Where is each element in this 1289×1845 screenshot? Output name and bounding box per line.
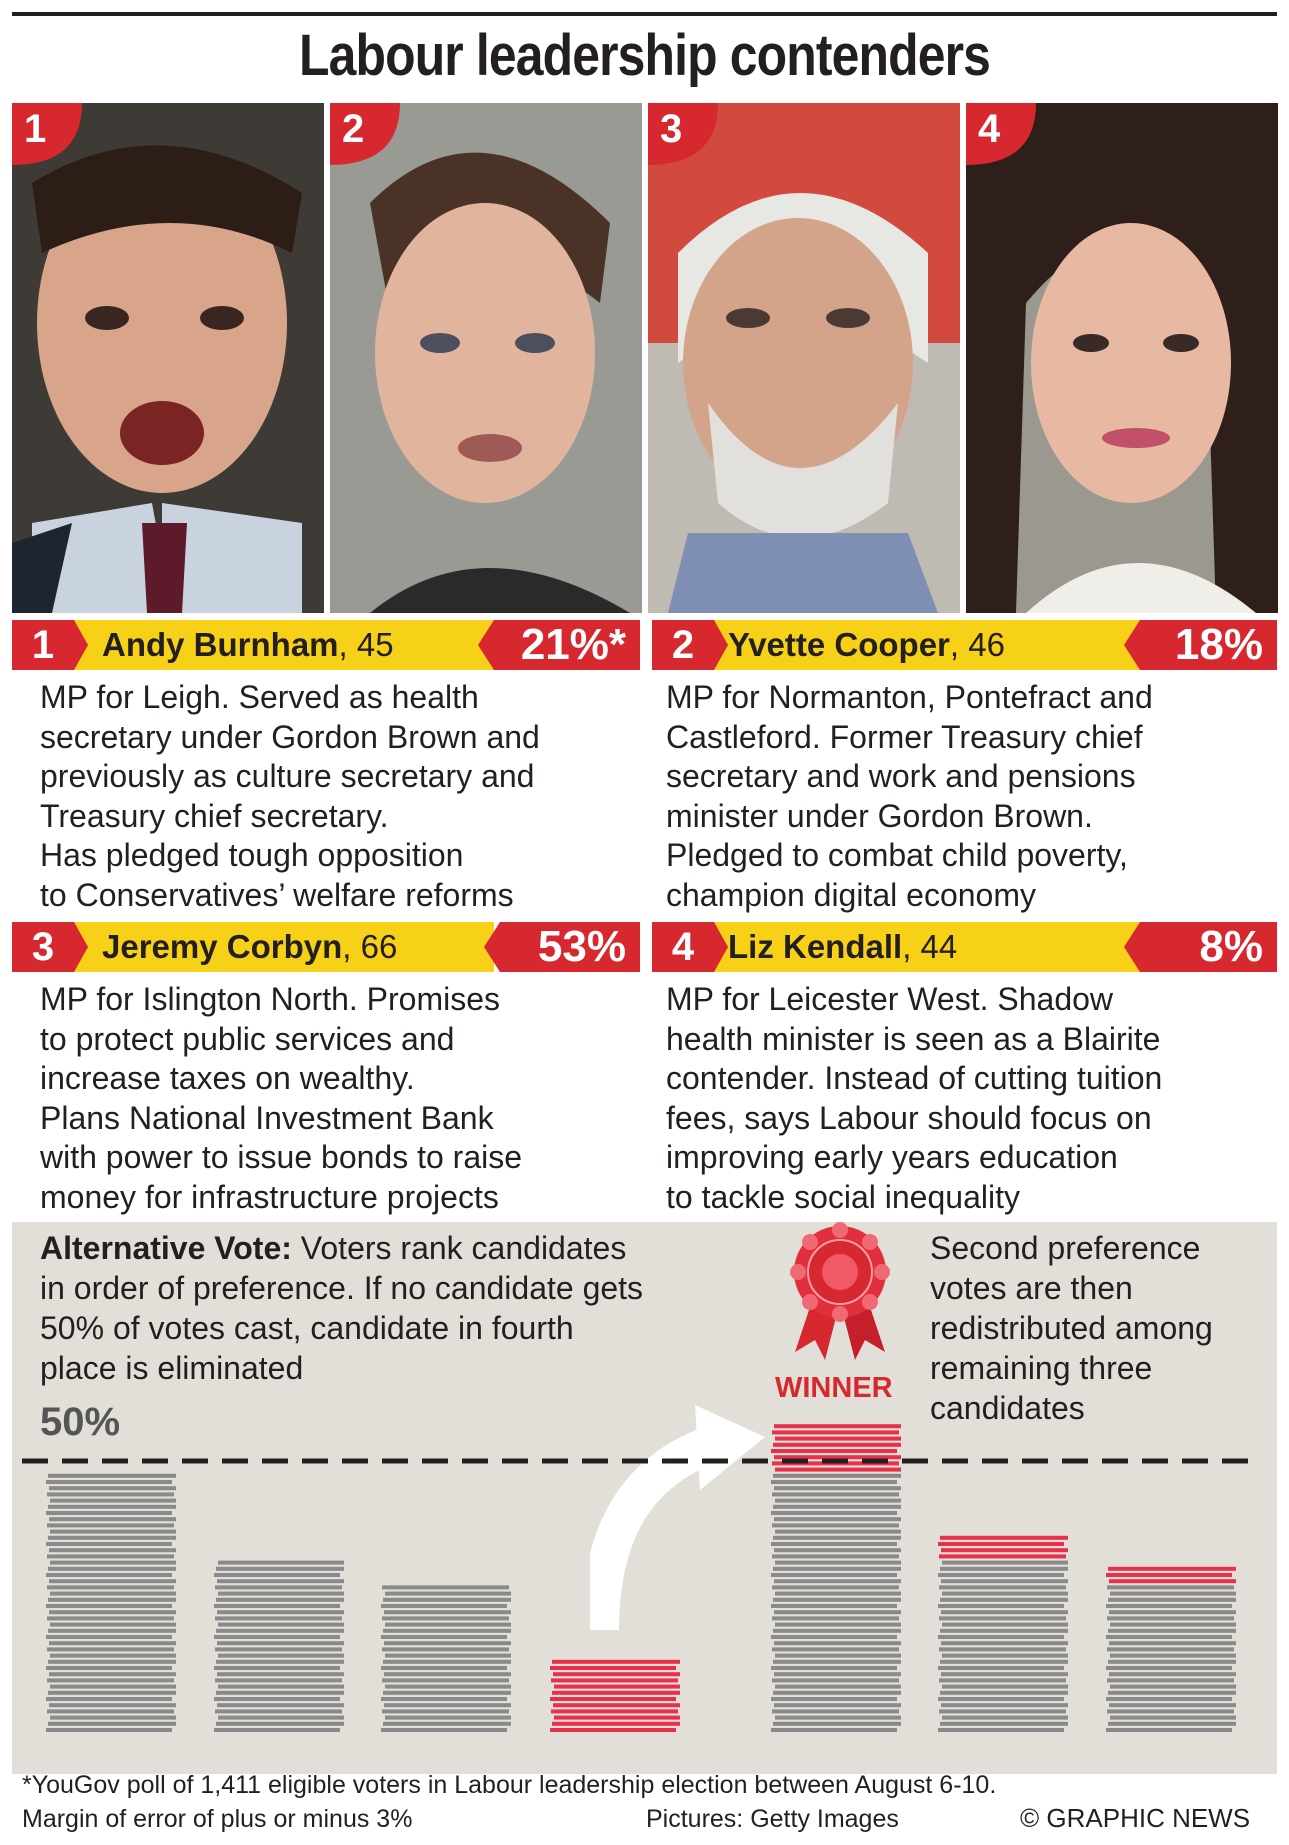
vote-line: [940, 1660, 1068, 1664]
candidate-name: Andy Burnham, 45: [102, 626, 394, 663]
candidate-name: Jeremy Corbyn, 66: [102, 928, 398, 965]
vote-line: [47, 1492, 174, 1496]
vote-line: [939, 1678, 1066, 1682]
vote-line: [49, 1517, 176, 1521]
vote-line: [1110, 1654, 1236, 1658]
vote-line: [773, 1660, 901, 1664]
redistributed-vote-line: [550, 1666, 676, 1670]
redistributed-vote-line: [553, 1672, 680, 1676]
vote-line: [1109, 1610, 1236, 1614]
vote-line: [385, 1685, 511, 1689]
vote-line: [773, 1629, 901, 1633]
redistributed-vote-line: [551, 1678, 678, 1682]
vote-line: [214, 1697, 340, 1701]
vote-line: [215, 1616, 342, 1620]
vote-line: [940, 1629, 1068, 1633]
poll-percent: 8%: [1140, 922, 1277, 972]
vote-line: [382, 1647, 509, 1651]
vote-line: [48, 1598, 176, 1602]
vote-line: [1106, 1604, 1232, 1608]
vote-line: [47, 1616, 174, 1620]
vote-line: [214, 1604, 340, 1608]
vote-line: [50, 1654, 176, 1658]
rank-badge: 1: [12, 103, 82, 165]
candidate-rank: 2: [652, 620, 714, 670]
vote-line: [48, 1722, 176, 1726]
vote-line: [938, 1697, 1064, 1701]
vote-line: [49, 1641, 176, 1645]
vote-line: [771, 1542, 897, 1546]
redistributed-vote-line: [552, 1691, 680, 1695]
vote-line: [942, 1561, 1068, 1565]
first-round-stack: [46, 1474, 176, 1732]
vote-line: [48, 1536, 176, 1540]
vote-line: [47, 1647, 174, 1651]
vote-line: [773, 1567, 901, 1571]
vote-line: [773, 1598, 901, 1602]
vote-line: [1110, 1716, 1236, 1720]
vote-line: [939, 1647, 1066, 1651]
vote-line: [385, 1716, 511, 1720]
vote-line: [214, 1728, 340, 1732]
vote-line: [381, 1728, 507, 1732]
vote-line: [1107, 1616, 1234, 1620]
vote-line: [940, 1598, 1068, 1602]
first-round-stack: [214, 1561, 344, 1732]
vote-line: [381, 1697, 507, 1701]
redistributed-vote-line: [774, 1424, 901, 1428]
rank-badge: 3: [648, 103, 718, 165]
vote-line: [382, 1616, 509, 1620]
vote-line: [385, 1623, 511, 1627]
vote-line: [941, 1579, 1068, 1583]
vote-line: [1109, 1641, 1236, 1645]
vote-line: [383, 1660, 511, 1664]
vote-line: [775, 1623, 901, 1627]
vote-line: [942, 1592, 1068, 1596]
vote-line: [48, 1691, 176, 1695]
candidate-description: MP for Islington North. Promises to protect public services and increase taxes on wealthy. Plans National Investment Bank with power to issue bonds to raise money for infrastructure projects: [40, 981, 523, 1215]
redistributed-vote-line: [775, 1468, 901, 1472]
vote-line: [939, 1709, 1066, 1713]
vote-line: [771, 1635, 897, 1639]
vote-line: [47, 1523, 174, 1527]
vote-line: [1110, 1685, 1236, 1689]
vote-line: [50, 1623, 176, 1627]
vote-line: [771, 1573, 897, 1577]
vote-line: [49, 1703, 176, 1707]
redistributed-vote-line: [554, 1685, 680, 1689]
vote-line: [771, 1697, 897, 1701]
redistributed-vote-line: [775, 1437, 901, 1441]
vote-line: [218, 1654, 344, 1658]
vote-line: [940, 1567, 1068, 1571]
vote-line: [49, 1610, 176, 1614]
vote-line: [942, 1685, 1068, 1689]
vote-line: [48, 1660, 176, 1664]
vote-line: [47, 1554, 174, 1558]
vote-line: [774, 1486, 901, 1490]
vote-line: [47, 1585, 174, 1589]
vote-line: [214, 1666, 340, 1670]
vote-line: [217, 1641, 344, 1645]
vote-line: [216, 1598, 344, 1602]
vote-line: [383, 1629, 511, 1633]
vote-line: [1107, 1647, 1234, 1651]
vote-line: [1109, 1672, 1236, 1676]
vote-line: [216, 1722, 344, 1726]
vote-line: [1110, 1592, 1236, 1596]
vote-line: [1106, 1728, 1232, 1732]
vote-line: [772, 1523, 899, 1527]
vote-line: [772, 1554, 899, 1558]
redistributed-vote-line: [552, 1722, 680, 1726]
vote-line: [1106, 1697, 1232, 1701]
vote-line: [50, 1561, 176, 1565]
vote-line: [775, 1530, 901, 1534]
vote-line: [1107, 1678, 1234, 1682]
vote-line: [773, 1474, 901, 1478]
vote-line: [218, 1592, 344, 1596]
vote-line: [773, 1505, 901, 1509]
vote-line: [383, 1722, 511, 1726]
vote-line: [217, 1703, 344, 1707]
vote-line: [217, 1579, 344, 1583]
vote-line: [46, 1697, 172, 1701]
vote-line: [46, 1573, 172, 1577]
vote-line: [772, 1492, 899, 1496]
vote-line: [774, 1548, 901, 1552]
vote-line: [215, 1709, 342, 1713]
redistributed-vote-line: [772, 1430, 899, 1434]
vote-line: [1108, 1598, 1236, 1602]
vote-line: [46, 1728, 172, 1732]
vote-line: [1107, 1709, 1234, 1713]
candidate-rank: 4: [652, 922, 714, 972]
vote-line: [771, 1511, 897, 1515]
redistributed-vote-line: [550, 1728, 676, 1732]
redistributed-vote-line: [1106, 1573, 1232, 1577]
vote-line: [774, 1641, 901, 1645]
vote-line: [942, 1623, 1068, 1627]
vote-line: [774, 1517, 901, 1521]
poll-percent: 53%: [500, 922, 640, 972]
vote-line: [49, 1672, 176, 1676]
vote-line: [941, 1610, 1068, 1614]
poll-percent: 18%: [1140, 620, 1277, 670]
vote-line: [1108, 1691, 1236, 1695]
vote-line: [215, 1647, 342, 1651]
vote-line: [938, 1604, 1064, 1608]
vote-line: [216, 1567, 344, 1571]
vote-line: [384, 1641, 511, 1645]
vote-line: [384, 1703, 511, 1707]
vote-line: [214, 1635, 340, 1639]
vote-line: [775, 1592, 901, 1596]
vote-line: [215, 1678, 342, 1682]
vote-line: [384, 1672, 511, 1676]
vote-line: [774, 1672, 901, 1676]
vote-line: [46, 1480, 172, 1484]
redistributed-vote-line: [939, 1554, 1066, 1558]
vote-line: [48, 1474, 176, 1478]
second-preference-explainer: Second preference votes are then redistributed among remaining three candidates: [930, 1230, 1213, 1426]
vote-line: [49, 1548, 176, 1552]
rank-badge: 4: [966, 103, 1036, 165]
redistributed-vote-line: [553, 1703, 680, 1707]
vote-line: [1108, 1660, 1236, 1664]
redistributed-vote-line: [771, 1449, 897, 1453]
second-round-stack: [938, 1536, 1068, 1732]
vote-line: [938, 1728, 1064, 1732]
redistributed-vote-line: [938, 1542, 1064, 1546]
margin-of-error: Margin of error of plus or minus 3%: [22, 1805, 413, 1833]
vote-line: [771, 1666, 897, 1670]
footnote: *YouGov poll of 1,411 eligible voters in Labour leadership election between August 6-10.: [22, 1771, 997, 1799]
vote-line: [771, 1728, 897, 1732]
vote-line: [939, 1616, 1066, 1620]
vote-line: [49, 1486, 176, 1490]
vote-line: [218, 1685, 344, 1689]
candidate-description: MP for Leigh. Served as health secretary under Gordon Brown and previously as culture secretary and Treasury chief secretary. Has pledged tough opposition to Conservatives’ welfare reforms: [40, 679, 540, 913]
vote-line: [47, 1678, 174, 1682]
first-round-stack: [550, 1660, 680, 1732]
first-round-stack: [381, 1585, 511, 1732]
redistributed-vote-line: [1108, 1567, 1236, 1571]
vote-line: [1106, 1635, 1232, 1639]
vote-line: [217, 1610, 344, 1614]
vote-line: [772, 1709, 899, 1713]
redistributed-vote-line: [551, 1709, 678, 1713]
vote-line: [382, 1585, 509, 1589]
vote-line: [1108, 1722, 1236, 1726]
vote-line: [941, 1641, 1068, 1645]
vote-line: [772, 1616, 899, 1620]
rank-badge: 2: [330, 103, 400, 165]
vote-line: [381, 1666, 507, 1670]
vote-line: [775, 1685, 901, 1689]
vote-line: [48, 1629, 176, 1633]
vote-line: [48, 1505, 176, 1509]
candidate-name: Liz Kendall, 44: [728, 928, 958, 965]
vote-line: [775, 1561, 901, 1565]
vote-line: [216, 1691, 344, 1695]
candidate-rank: 3: [12, 922, 74, 972]
vote-line: [381, 1635, 507, 1639]
vote-line: [773, 1691, 901, 1695]
vote-line: [940, 1691, 1068, 1695]
second-round-stack: [1106, 1567, 1236, 1732]
winner-label: WINNER: [775, 1372, 893, 1404]
vote-line: [1109, 1703, 1236, 1707]
redistributed-vote-line: [1109, 1579, 1236, 1583]
redistributed-vote-line: [941, 1548, 1068, 1552]
vote-line: [50, 1685, 176, 1689]
vote-line: [938, 1573, 1064, 1577]
vote-line: [938, 1666, 1064, 1670]
vote-line: [1110, 1623, 1236, 1627]
vote-line: [1107, 1585, 1234, 1589]
vote-line: [939, 1585, 1066, 1589]
candidate-description: MP for Normanton, Pontefract and Castleford. Former Treasury chief secretary and work and pensions minister under Gordon Brown. Pledged to combat child poverty, champion digital economy: [666, 679, 1153, 913]
vote-line: [50, 1530, 176, 1534]
vote-line: [774, 1703, 901, 1707]
candidate-name: Yvette Cooper, 46: [728, 626, 1005, 663]
poll-percent: 21%*: [494, 620, 640, 670]
candidate-rank: 1: [12, 620, 74, 670]
vote-line: [46, 1542, 172, 1546]
vote-line: [940, 1722, 1068, 1726]
vote-line: [941, 1703, 1068, 1707]
vote-line: [50, 1592, 176, 1596]
vote-line: [942, 1716, 1068, 1720]
vote-line: [775, 1716, 901, 1720]
vote-line: [385, 1654, 511, 1658]
vote-line: [383, 1598, 511, 1602]
vote-line: [941, 1672, 1068, 1676]
vote-line: [775, 1654, 901, 1658]
vote-line: [385, 1592, 511, 1596]
vote-line: [46, 1635, 172, 1639]
vote-line: [48, 1567, 176, 1571]
vote-line: [46, 1666, 172, 1670]
vote-line: [382, 1678, 509, 1682]
vote-line: [938, 1635, 1064, 1639]
second-round-stack: [771, 1424, 901, 1732]
vote-line: [216, 1629, 344, 1633]
vote-line: [771, 1480, 897, 1484]
vote-line: [381, 1604, 507, 1608]
page-title: Labour leadership contenders: [298, 23, 991, 88]
candidate-description: MP for Leicester West. Shadow health minister is seen as a Blairite contender. Instead of cutting tuition fees, says Labour should focus on improving early years education to tackle social inequality: [666, 981, 1163, 1215]
vote-line: [773, 1536, 901, 1540]
vote-line: [47, 1709, 174, 1713]
vote-line: [772, 1678, 899, 1682]
vote-line: [215, 1585, 342, 1589]
vote-line: [774, 1610, 901, 1614]
vote-line: [214, 1573, 340, 1577]
copyright-credit: © GRAPHIC NEWS: [1020, 1803, 1251, 1833]
vote-line: [1106, 1666, 1232, 1670]
redistributed-vote-line: [773, 1443, 901, 1447]
picture-credit: Pictures: Getty Images: [646, 1805, 899, 1833]
redistributed-vote-line: [554, 1716, 680, 1720]
vote-line: [218, 1716, 344, 1720]
threshold-label: 50%: [40, 1400, 121, 1444]
vote-line: [46, 1604, 172, 1608]
vote-line: [216, 1660, 344, 1664]
vote-line: [218, 1561, 344, 1565]
vote-line: [772, 1585, 899, 1589]
alternative-vote-explainer: Alternative Vote: Voters rank candidates in order of preference. If no candidate gets 50% of votes cast, candidate in fourth place is eliminated: [40, 1230, 644, 1386]
redistributed-vote-line: [550, 1697, 676, 1701]
vote-line: [49, 1579, 176, 1583]
vote-line: [50, 1716, 176, 1720]
redistributed-vote-line: [940, 1536, 1068, 1540]
redistributed-vote-line: [552, 1660, 680, 1664]
vote-line: [218, 1623, 344, 1627]
vote-line: [772, 1647, 899, 1651]
vote-line: [771, 1604, 897, 1608]
vote-line: [46, 1511, 172, 1515]
vote-line: [775, 1499, 901, 1503]
vote-line: [50, 1499, 176, 1503]
vote-line: [942, 1654, 1068, 1658]
vote-line: [382, 1709, 509, 1713]
vote-line: [1108, 1629, 1236, 1633]
vote-line: [383, 1691, 511, 1695]
vote-line: [774, 1579, 901, 1583]
vote-line: [384, 1610, 511, 1614]
vote-line: [773, 1722, 901, 1726]
vote-line: [217, 1672, 344, 1676]
